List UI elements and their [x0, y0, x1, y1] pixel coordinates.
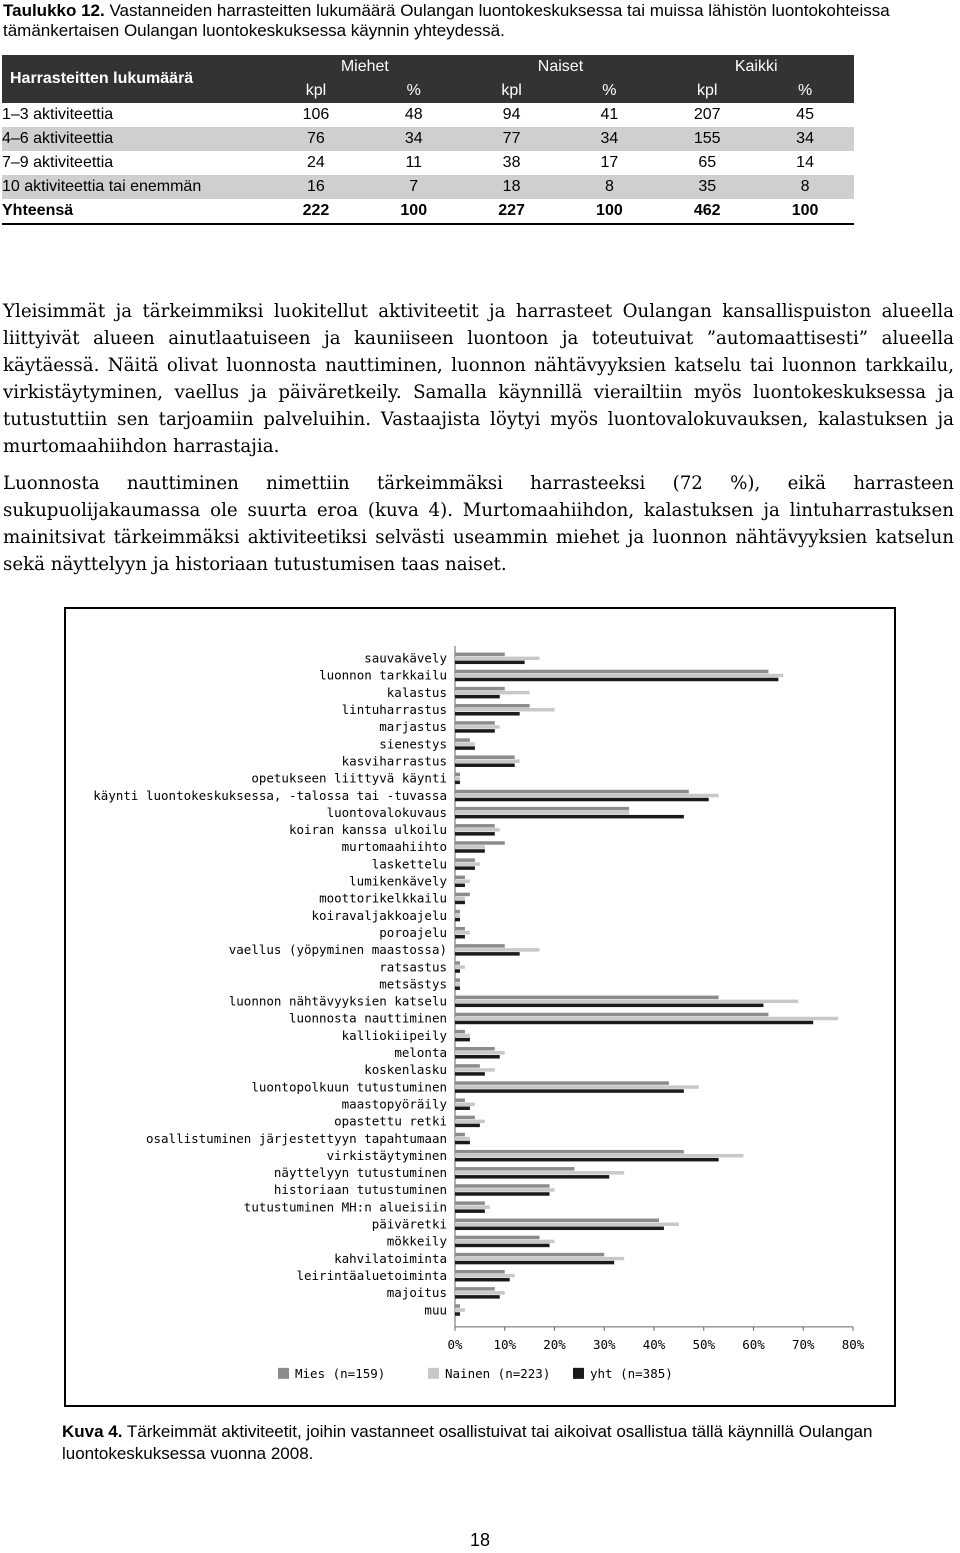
table-cell: 48: [404, 106, 423, 123]
bar: [455, 704, 530, 708]
table-cell: 45: [796, 106, 814, 123]
bar: [455, 1270, 505, 1274]
table-row-header: Harrasteitten lukumäärä: [2, 55, 267, 103]
bar: [455, 1004, 763, 1008]
row-label: 7–9 aktiviteettia: [2, 154, 114, 171]
table-cell: 106: [302, 106, 330, 123]
category-label: osallistuminen järjestettyyn tapahtumaan: [145, 1130, 447, 1146]
bar: [455, 691, 530, 695]
subheader-cell: kpl: [267, 79, 365, 103]
bar: [455, 1223, 679, 1227]
bar: [455, 1068, 495, 1072]
category-label: koiravaljakkoajelu: [311, 907, 447, 923]
x-tick-label: 80%: [841, 1336, 865, 1352]
category-label: majoitus: [386, 1285, 447, 1301]
bar: [455, 725, 500, 729]
bar: [455, 1085, 699, 1089]
bar: [455, 1013, 768, 1017]
category-label: ratsastus: [379, 959, 447, 975]
bar: [455, 824, 495, 828]
bar: [455, 944, 505, 948]
bar: [455, 670, 768, 674]
bar: [455, 1102, 475, 1106]
category-label: laskettelu: [371, 856, 447, 872]
bar: [455, 849, 485, 853]
bar: [455, 901, 465, 905]
bar: [455, 729, 495, 733]
bar: [455, 695, 500, 699]
bar: [455, 1021, 813, 1025]
bar: [455, 807, 629, 811]
table-cell: 77: [463, 127, 561, 151]
table-cell: 41: [600, 106, 619, 123]
bar: [455, 1261, 614, 1265]
bar: [455, 828, 500, 832]
bar: [455, 759, 520, 763]
table-cell: 227: [463, 199, 561, 224]
body-paragraph-2: Luonnosta nauttiminen nimettiin tärkeimmäksi harrasteeksi (72 %), eikä harrasteen sukupuolijakaumassa ole suurta eroa (kuva 4). Murtomaahiihdon, kalastuksen ja lintuharrastuksen mainitsivat tärkeimmäksi aktiviteetiksi selvästi useammin miehet ja luonnon nähtävyyksien katselun sekä näyttelyyn ja historiaan tutustumisen taas naiset.: [3, 473, 954, 575]
bar: [455, 952, 520, 956]
x-tick-label: 10%: [493, 1336, 517, 1352]
bar: [455, 721, 495, 725]
legend-label: yht (n=385): [590, 1365, 673, 1381]
table-cell: 34: [756, 127, 854, 151]
subheader-cell: %: [365, 79, 463, 103]
table-cell: 207: [693, 106, 721, 123]
legend-swatch: [573, 1368, 584, 1379]
x-tick-label: 70%: [791, 1336, 815, 1352]
bar: [455, 755, 515, 759]
figure-caption: [62, 1421, 922, 1465]
x-tick-label: 60%: [742, 1336, 765, 1352]
bar: [455, 738, 470, 742]
bar: [455, 1175, 609, 1179]
category-label: virkistäytyminen: [326, 1147, 447, 1163]
bar: [455, 1030, 465, 1034]
bar: [455, 1072, 485, 1076]
bar: [455, 935, 465, 939]
bar: [455, 1219, 659, 1223]
subheader-cell: %: [756, 79, 854, 103]
bar: [455, 832, 495, 836]
bar: [455, 1171, 624, 1175]
bar: [455, 1047, 495, 1051]
bar: [455, 1205, 490, 1209]
bar: [455, 1064, 480, 1068]
group-header-miehet: Miehet: [267, 55, 463, 79]
table-cell: 94: [502, 106, 521, 123]
x-tick-label: 40%: [642, 1336, 666, 1352]
bar: [455, 982, 460, 986]
category-label: moottorikelkkailu: [319, 890, 447, 906]
page-number: 18: [469, 1530, 491, 1550]
bar: [455, 1089, 684, 1093]
bar: [455, 858, 475, 862]
category-label: luonnon nähtävyyksien katselu: [228, 993, 447, 1009]
bar: [455, 777, 460, 781]
bar: [455, 1274, 515, 1278]
bar: [455, 845, 485, 849]
bar: [455, 1098, 465, 1102]
table-cell: 34: [560, 127, 658, 151]
table-caption-text: Vastanneiden harrasteitten lukumäärä Oulangan luontokeskuksessa tai muissa lähistön luontokohteissa tämänkertaisen Oulangan luontokeskuksessa käynnin yhteydessä.: [3, 1, 890, 40]
table-cell: 100: [560, 199, 658, 224]
legend-swatch: [428, 1368, 439, 1379]
bar: [455, 1137, 470, 1141]
category-label: luonnosta nauttiminen: [288, 1010, 447, 1026]
table-row: [2, 103, 854, 127]
category-label: koiran kanssa ulkoilu: [288, 822, 447, 838]
bar: [455, 653, 505, 657]
bar: [455, 880, 470, 884]
category-label: muu: [424, 1302, 447, 1318]
bar: [455, 1124, 480, 1128]
table-cell: 38: [502, 154, 521, 171]
bar: [455, 1141, 470, 1145]
bar: [455, 918, 460, 922]
bar: [455, 996, 719, 1000]
bar: [455, 1038, 470, 1042]
bar: [455, 1034, 470, 1038]
bar: [455, 1278, 510, 1282]
bar: [455, 708, 555, 712]
group-header-kaikki: Kaikki: [658, 55, 854, 79]
bar: [455, 1201, 485, 1205]
bar: [455, 1120, 485, 1124]
table-cell: 35: [658, 175, 756, 199]
activities-count-table: [2, 55, 854, 225]
category-label: luonnon tarkkailu: [319, 667, 447, 683]
bar: [455, 773, 460, 777]
bar: [455, 1158, 719, 1162]
category-label: kahvilatoiminta: [334, 1250, 447, 1266]
category-label: lintuharrastus: [341, 702, 447, 718]
bar: [455, 1308, 465, 1312]
bar: [455, 678, 778, 682]
bar: [455, 1304, 460, 1308]
bar: [455, 910, 460, 914]
bar: [455, 1184, 550, 1188]
category-label: historiaan tutustuminen: [273, 1182, 447, 1198]
bar: [455, 1253, 604, 1257]
bar: [455, 1154, 744, 1158]
bar: [455, 1051, 505, 1055]
figure-caption-label: Kuva 4.: [62, 1422, 123, 1441]
bar: [455, 687, 505, 691]
table-cell: 8: [560, 175, 658, 199]
bar: [455, 1188, 555, 1192]
bar: [455, 1240, 555, 1244]
table-caption: [3, 1, 943, 41]
table-cell: 155: [658, 127, 756, 151]
category-label: kasviharrastus: [341, 753, 447, 769]
table-cell: 100: [365, 199, 463, 224]
table-cell: 11: [405, 154, 423, 171]
bar: [455, 1167, 574, 1171]
bar: [455, 1236, 540, 1240]
category-label: päiväretki: [371, 1216, 447, 1232]
bar: [455, 674, 783, 678]
x-tick-label: 30%: [592, 1336, 616, 1352]
row-label: 4–6 aktiviteettia: [2, 127, 267, 151]
table-cell: 462: [658, 199, 756, 224]
table-cell: 14: [796, 154, 814, 171]
bar: [455, 1150, 684, 1154]
table-caption-label: Taulukko 12.: [3, 1, 105, 20]
bar: [455, 781, 460, 785]
bar: [455, 1295, 500, 1299]
bar: [455, 948, 540, 952]
bar: [455, 798, 709, 802]
table-cell: 8: [756, 175, 854, 199]
table-cell: 18: [463, 175, 561, 199]
bar: [455, 1106, 470, 1110]
bar: [455, 815, 684, 819]
bar: [455, 931, 470, 935]
body-paragraph-1: Yleisimmät ja tärkeimmiksi luokitellut aktiviteetit ja harrasteet Oulangan kansallispuiston alueella liittyivät alueen ainutlaatuiseen ja kauniiseen luontoon ja toteutuivat ”automaattisesti” alueella käytäessä. Näitä olivat luonnosta nauttiminen, luonnon nähtävyyksien katselu tai luonnon tarkkailu, virkistäytyminen, vaellus ja päiväretkeily. Samalla käynnillä vierailtiin myös luontokeskuksessa ja tutustuttiin sen tarjoamiin palveluihin. Vastaajista löytyi myös luontovalokuvauksen, kalastuksen ja murtomaahiihdon harrastajia.: [3, 301, 954, 458]
category-label: mökkeily: [386, 1233, 447, 1249]
bar: [455, 1244, 550, 1248]
bar: [455, 746, 475, 750]
x-tick-label: 0%: [447, 1336, 463, 1352]
bar: [455, 969, 460, 973]
activities-bar-chart: [66, 609, 894, 1405]
bar: [455, 1209, 485, 1213]
figure-frame: [64, 607, 896, 1407]
bar: [455, 1312, 460, 1316]
category-label: leirintäaluetoiminta: [296, 1267, 447, 1283]
category-label: kalastus: [386, 684, 447, 700]
figure-caption-text: Tärkeimmät aktiviteetit, joihin vastanneet osallistuivat tai aikoivat osallistua tällä käynnillä Oulangan luontokeskuksessa vuonna 2008.: [62, 1422, 873, 1463]
category-label: kalliokiipeily: [341, 1027, 447, 1043]
bar: [455, 794, 719, 798]
bar: [455, 657, 540, 661]
category-label: käynti luontokeskuksessa, -talossa tai -tuvassa: [93, 787, 447, 803]
bar: [455, 841, 505, 845]
legend-label: Nainen (n=223): [445, 1365, 551, 1381]
category-label: luontovalokuvaus: [326, 804, 447, 820]
table-cell: 222: [267, 199, 365, 224]
table-row: [2, 175, 854, 199]
bar: [455, 1291, 505, 1295]
table-row: [2, 127, 854, 151]
row-label: 10 aktiviteettia tai enemmän: [2, 175, 267, 199]
subheader-cell: kpl: [463, 79, 561, 103]
table-row-total: [2, 199, 854, 224]
bar: [455, 712, 520, 716]
bar: [455, 742, 475, 746]
bar: [455, 961, 460, 965]
table-row: [2, 151, 854, 175]
subheader-cell: %: [560, 79, 658, 103]
bar: [455, 914, 460, 918]
category-label: sienestys: [379, 736, 447, 752]
subheader-cell: kpl: [658, 79, 756, 103]
category-label: lumikenkävely: [349, 873, 447, 889]
bar: [455, 927, 465, 931]
bar: [455, 1116, 475, 1120]
bar: [455, 811, 629, 815]
category-label: murtomaahiihto: [341, 839, 447, 855]
table-cell: 76: [267, 127, 365, 151]
category-label: melonta: [394, 1045, 447, 1061]
bar: [455, 884, 465, 888]
table-cell: 7: [365, 175, 463, 199]
table-cell: 17: [600, 154, 619, 171]
bar: [455, 965, 465, 969]
bar: [455, 1133, 465, 1137]
category-label: maastopyöräily: [341, 1096, 447, 1112]
bar: [455, 1017, 838, 1021]
bar: [455, 862, 480, 866]
bar: [455, 763, 515, 767]
category-label: näyttelyyn tutustuminen: [273, 1165, 447, 1181]
legend-swatch: [278, 1368, 289, 1379]
row-label: 1–3 aktiviteettia: [2, 106, 114, 123]
table-cell: 34: [365, 127, 463, 151]
bar: [455, 893, 470, 897]
table-cell: 100: [756, 199, 854, 224]
group-header-naiset: Naiset: [463, 55, 659, 79]
bar: [455, 1192, 550, 1196]
bar: [455, 1081, 669, 1085]
bar: [455, 986, 460, 990]
bar: [455, 1000, 798, 1004]
category-label: tutustuminen MH:n alueisiin: [243, 1199, 447, 1215]
category-label: poroajelu: [379, 924, 447, 940]
bar: [455, 978, 460, 982]
bar: [455, 1287, 495, 1291]
bar: [455, 1257, 624, 1261]
bar: [455, 876, 465, 880]
bar: [455, 897, 465, 901]
row-label: Yhteensä: [2, 199, 267, 224]
category-label: opastettu retki: [334, 1113, 447, 1129]
table-cell: 16: [267, 175, 365, 199]
bar: [455, 1227, 664, 1231]
category-label: koskenlasku: [364, 1062, 447, 1078]
table-cell: 65: [698, 154, 717, 171]
category-label: marjastus: [379, 719, 447, 735]
table-cell: 24: [307, 154, 325, 171]
category-label: vaellus (yöpyminen maastossa): [228, 942, 447, 958]
category-label: sauvakävely: [364, 650, 447, 666]
category-label: metsästys: [379, 976, 447, 992]
x-tick-label: 50%: [692, 1336, 716, 1352]
bar: [455, 661, 525, 665]
bar: [455, 790, 689, 794]
bar: [455, 1055, 500, 1059]
category-label: luontopolkuun tutustuminen: [251, 1079, 447, 1095]
bar: [455, 866, 475, 870]
legend-label: Mies (n=159): [295, 1365, 386, 1381]
category-label: opetukseen liittyvä käynti: [251, 770, 447, 786]
x-tick-label: 20%: [543, 1336, 566, 1352]
